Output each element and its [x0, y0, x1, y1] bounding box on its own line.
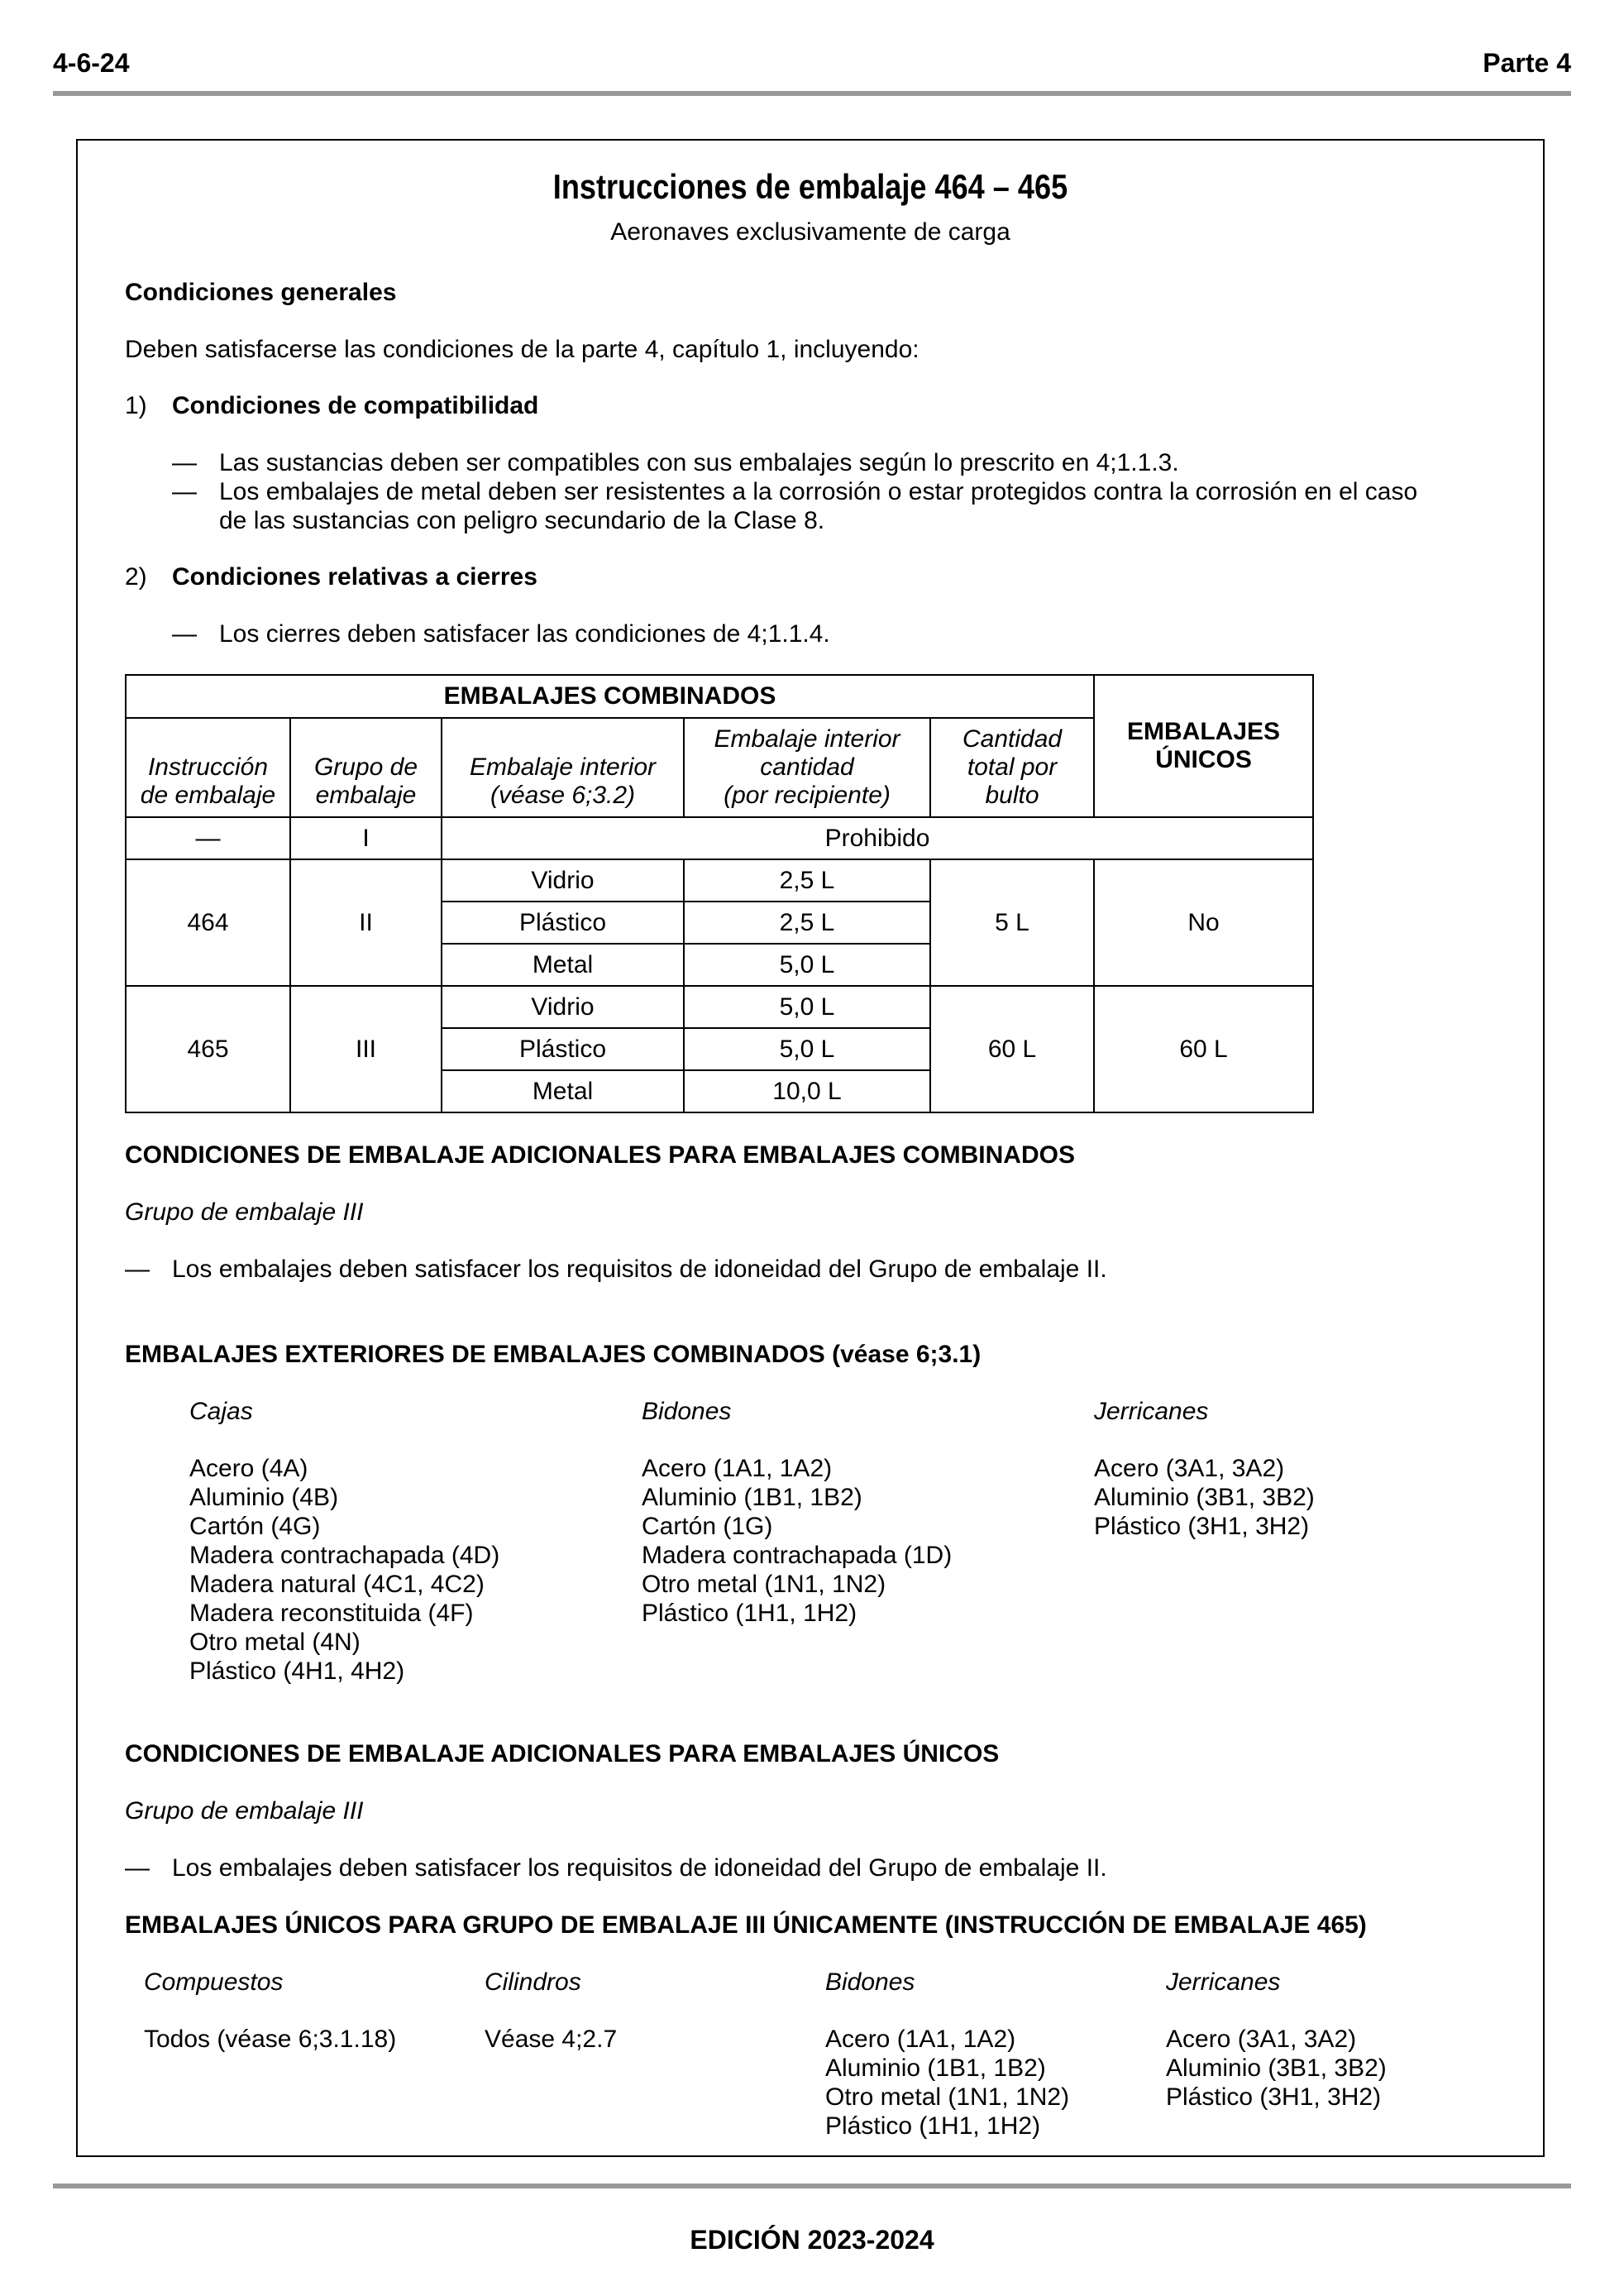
list-item: Aluminio (3B1, 3B2) [1094, 1484, 1315, 1511]
footer-rule [53, 2184, 1571, 2188]
list-item: Otro metal (1N1, 1N2) [825, 2083, 1070, 2111]
item2-heading: Condiciones relativas a cierres [172, 563, 537, 591]
cell-material: Metal [442, 1070, 684, 1112]
list-item: Acero (3A1, 3A2) [1094, 1455, 1285, 1482]
list-item: Acero (4A) [189, 1455, 308, 1482]
cell-group: II [290, 859, 442, 986]
list-item: Acero (3A1, 3A2) [1166, 2026, 1357, 2053]
footer-edition: EDICIÓN 2023-2024 [690, 2225, 934, 2255]
col-header-inner: Embalaje interior (véase 6;3.2) [442, 718, 684, 817]
outer-list-jerricans [1094, 1454, 1315, 1541]
col-header-group: Grupo de embalaje [290, 718, 442, 817]
cell-material: Vidrio [442, 859, 684, 902]
additional-combined-heading: CONDICIONES DE EMBALAJE ADICIONALES PARA EMBALAJES COMBINADOS [125, 1141, 1075, 1169]
list-item: Acero (1A1, 1A2) [642, 1455, 833, 1482]
single-col-title-composites: Compuestos [144, 1968, 284, 1996]
outer-col-title-drums: Bidones [642, 1398, 732, 1425]
item2-number: 2) [125, 563, 147, 591]
cell-qty: 5,0 L [684, 986, 930, 1028]
header-part: Parte 4 [1483, 48, 1571, 78]
list-item: Aluminio (3B1, 3B2) [1166, 2054, 1387, 2082]
item1-bullet-1: Las sustancias deben ser compatibles con sus embalajes según lo prescrito en 4;1.1.3. [219, 449, 1179, 476]
single-header: EMBALAJES ÚNICOS [1094, 675, 1313, 817]
list-item: Otro metal (4N) [189, 1629, 361, 1656]
packing-table [125, 674, 1314, 1113]
list-item: Aluminio (1B1, 1B2) [642, 1484, 862, 1511]
cell-instruction: 464 [126, 859, 290, 986]
item1-heading: Condiciones de compatibilidad [172, 392, 539, 419]
cell-qty: 2,5 L [684, 859, 930, 902]
table-row [126, 986, 1313, 1028]
bullet-dash: — [172, 449, 197, 476]
item1-bullet-2: Los embalajes de metal deben ser resistentes a la corrosión o estar protegidos contra la corrosión en el caso [219, 478, 1418, 505]
outer-packagings-heading: EMBALAJES EXTERIORES DE EMBALAJES COMBINADOS (véase 6;3.1) [125, 1341, 982, 1368]
bullet-dash: — [172, 620, 197, 648]
list-item: Plástico (1H1, 1H2) [642, 1600, 857, 1627]
col-header-total: Cantidad total por bulto [930, 718, 1094, 817]
list-item: Otro metal (1N1, 1N2) [642, 1571, 886, 1598]
single-list-drums [825, 2025, 1069, 2141]
cell-single: 60 L [1094, 986, 1313, 1112]
list-item: Madera natural (4C1, 4C2) [189, 1571, 485, 1598]
single-list-jerricans [1166, 2025, 1387, 2112]
bullet-dash: — [172, 478, 197, 505]
list-item: Acero (1A1, 1A2) [825, 2026, 1016, 2053]
cell-total: 60 L [930, 986, 1094, 1112]
header-rule [53, 91, 1571, 96]
additional-single-bullet: Los embalajes deben satisfacer los requisitos de idoneidad del Grupo de embalaje II. [172, 1854, 1107, 1882]
bullet-dash: — [125, 1256, 150, 1283]
col-header-inner-qty: Embalaje interior cantidad (por recipiente) [684, 718, 930, 817]
list-item: Todos (véase 6;3.1.18) [144, 2026, 397, 2053]
cell-instruction: 465 [126, 986, 290, 1112]
cell-instruction: — [126, 817, 290, 859]
outer-col-title-boxes: Cajas [189, 1398, 253, 1425]
item1-number: 1) [125, 392, 147, 419]
cell-material: Metal [442, 944, 684, 986]
list-item: Madera contrachapada (4D) [189, 1542, 500, 1569]
cell-qty: 2,5 L [684, 902, 930, 944]
list-item: Plástico (3H1, 3H2) [1166, 2083, 1382, 2111]
single-col-title-jerricans: Jerricanes [1166, 1968, 1281, 1996]
item1-bullet-2-cont: de las sustancias con peligro secundario de la Clase 8. [219, 507, 825, 534]
list-item: Plástico (1H1, 1H2) [825, 2112, 1041, 2140]
table-row [126, 859, 1313, 902]
list-item: Aluminio (4B) [189, 1484, 339, 1511]
single-packagings-heading: EMBALAJES ÚNICOS PARA GRUPO DE EMBALAJE III ÚNICAMENTE (INSTRUCCIÓN DE EMBALAJE 465) [125, 1911, 1367, 1939]
cell-single: No [1094, 859, 1313, 986]
cell-prohibited: Prohibido [442, 817, 1313, 859]
combined-header: EMBALAJES COMBINADOS [126, 675, 1094, 718]
cell-qty: 10,0 L [684, 1070, 930, 1112]
outer-list-boxes [189, 1454, 499, 1686]
page-subtitle: Aeronaves exclusivamente de carga [610, 218, 1010, 246]
cell-qty: 5,0 L [684, 944, 930, 986]
cell-total: 5 L [930, 859, 1094, 986]
bullet-dash: — [125, 1854, 150, 1882]
list-item: Cartón (1G) [642, 1513, 773, 1540]
additional-combined-bullet: Los embalajes deben satisfacer los requisitos de idoneidad del Grupo de embalaje II. [172, 1256, 1107, 1283]
additional-single-heading: CONDICIONES DE EMBALAJE ADICIONALES PARA EMBALAJES ÚNICOS [125, 1740, 1000, 1767]
single-col-title-drums: Bidones [825, 1968, 915, 1996]
cell-material: Plástico [442, 902, 684, 944]
additional-single-group: Grupo de embalaje III [125, 1797, 364, 1825]
cell-material: Plástico [442, 1028, 684, 1070]
cell-group: I [290, 817, 442, 859]
cell-group: III [290, 986, 442, 1112]
header-section-ref: 4-6-24 [53, 48, 130, 78]
cell-qty: 5,0 L [684, 1028, 930, 1070]
general-intro: Deben satisfacerse las condiciones de la parte 4, capítulo 1, incluyendo: [125, 336, 919, 363]
additional-combined-group: Grupo de embalaje III [125, 1198, 364, 1226]
cell-material: Vidrio [442, 986, 684, 1028]
list-item: Plástico (4H1, 4H2) [189, 1657, 405, 1685]
general-heading: Condiciones generales [125, 279, 397, 306]
page-title: Instrucciones de embalaje 464 – 465 [552, 167, 1068, 206]
list-item: Véase 4;2.7 [485, 2026, 618, 2053]
outer-list-drums [642, 1454, 952, 1628]
list-item: Madera contrachapada (1D) [642, 1542, 953, 1569]
list-item: Madera reconstituida (4F) [189, 1600, 474, 1627]
outer-col-title-jerricans: Jerricanes [1094, 1398, 1209, 1425]
list-item: Aluminio (1B1, 1B2) [825, 2054, 1046, 2082]
single-col-title-cylinders: Cilindros [485, 1968, 581, 1996]
item2-bullet-1: Los cierres deben satisfacer las condiciones de 4;1.1.4. [219, 620, 830, 648]
col-header-instruction: Instrucción de embalaje [126, 718, 290, 817]
list-item: Cartón (4G) [189, 1513, 321, 1540]
list-item: Plástico (3H1, 3H2) [1094, 1513, 1310, 1540]
